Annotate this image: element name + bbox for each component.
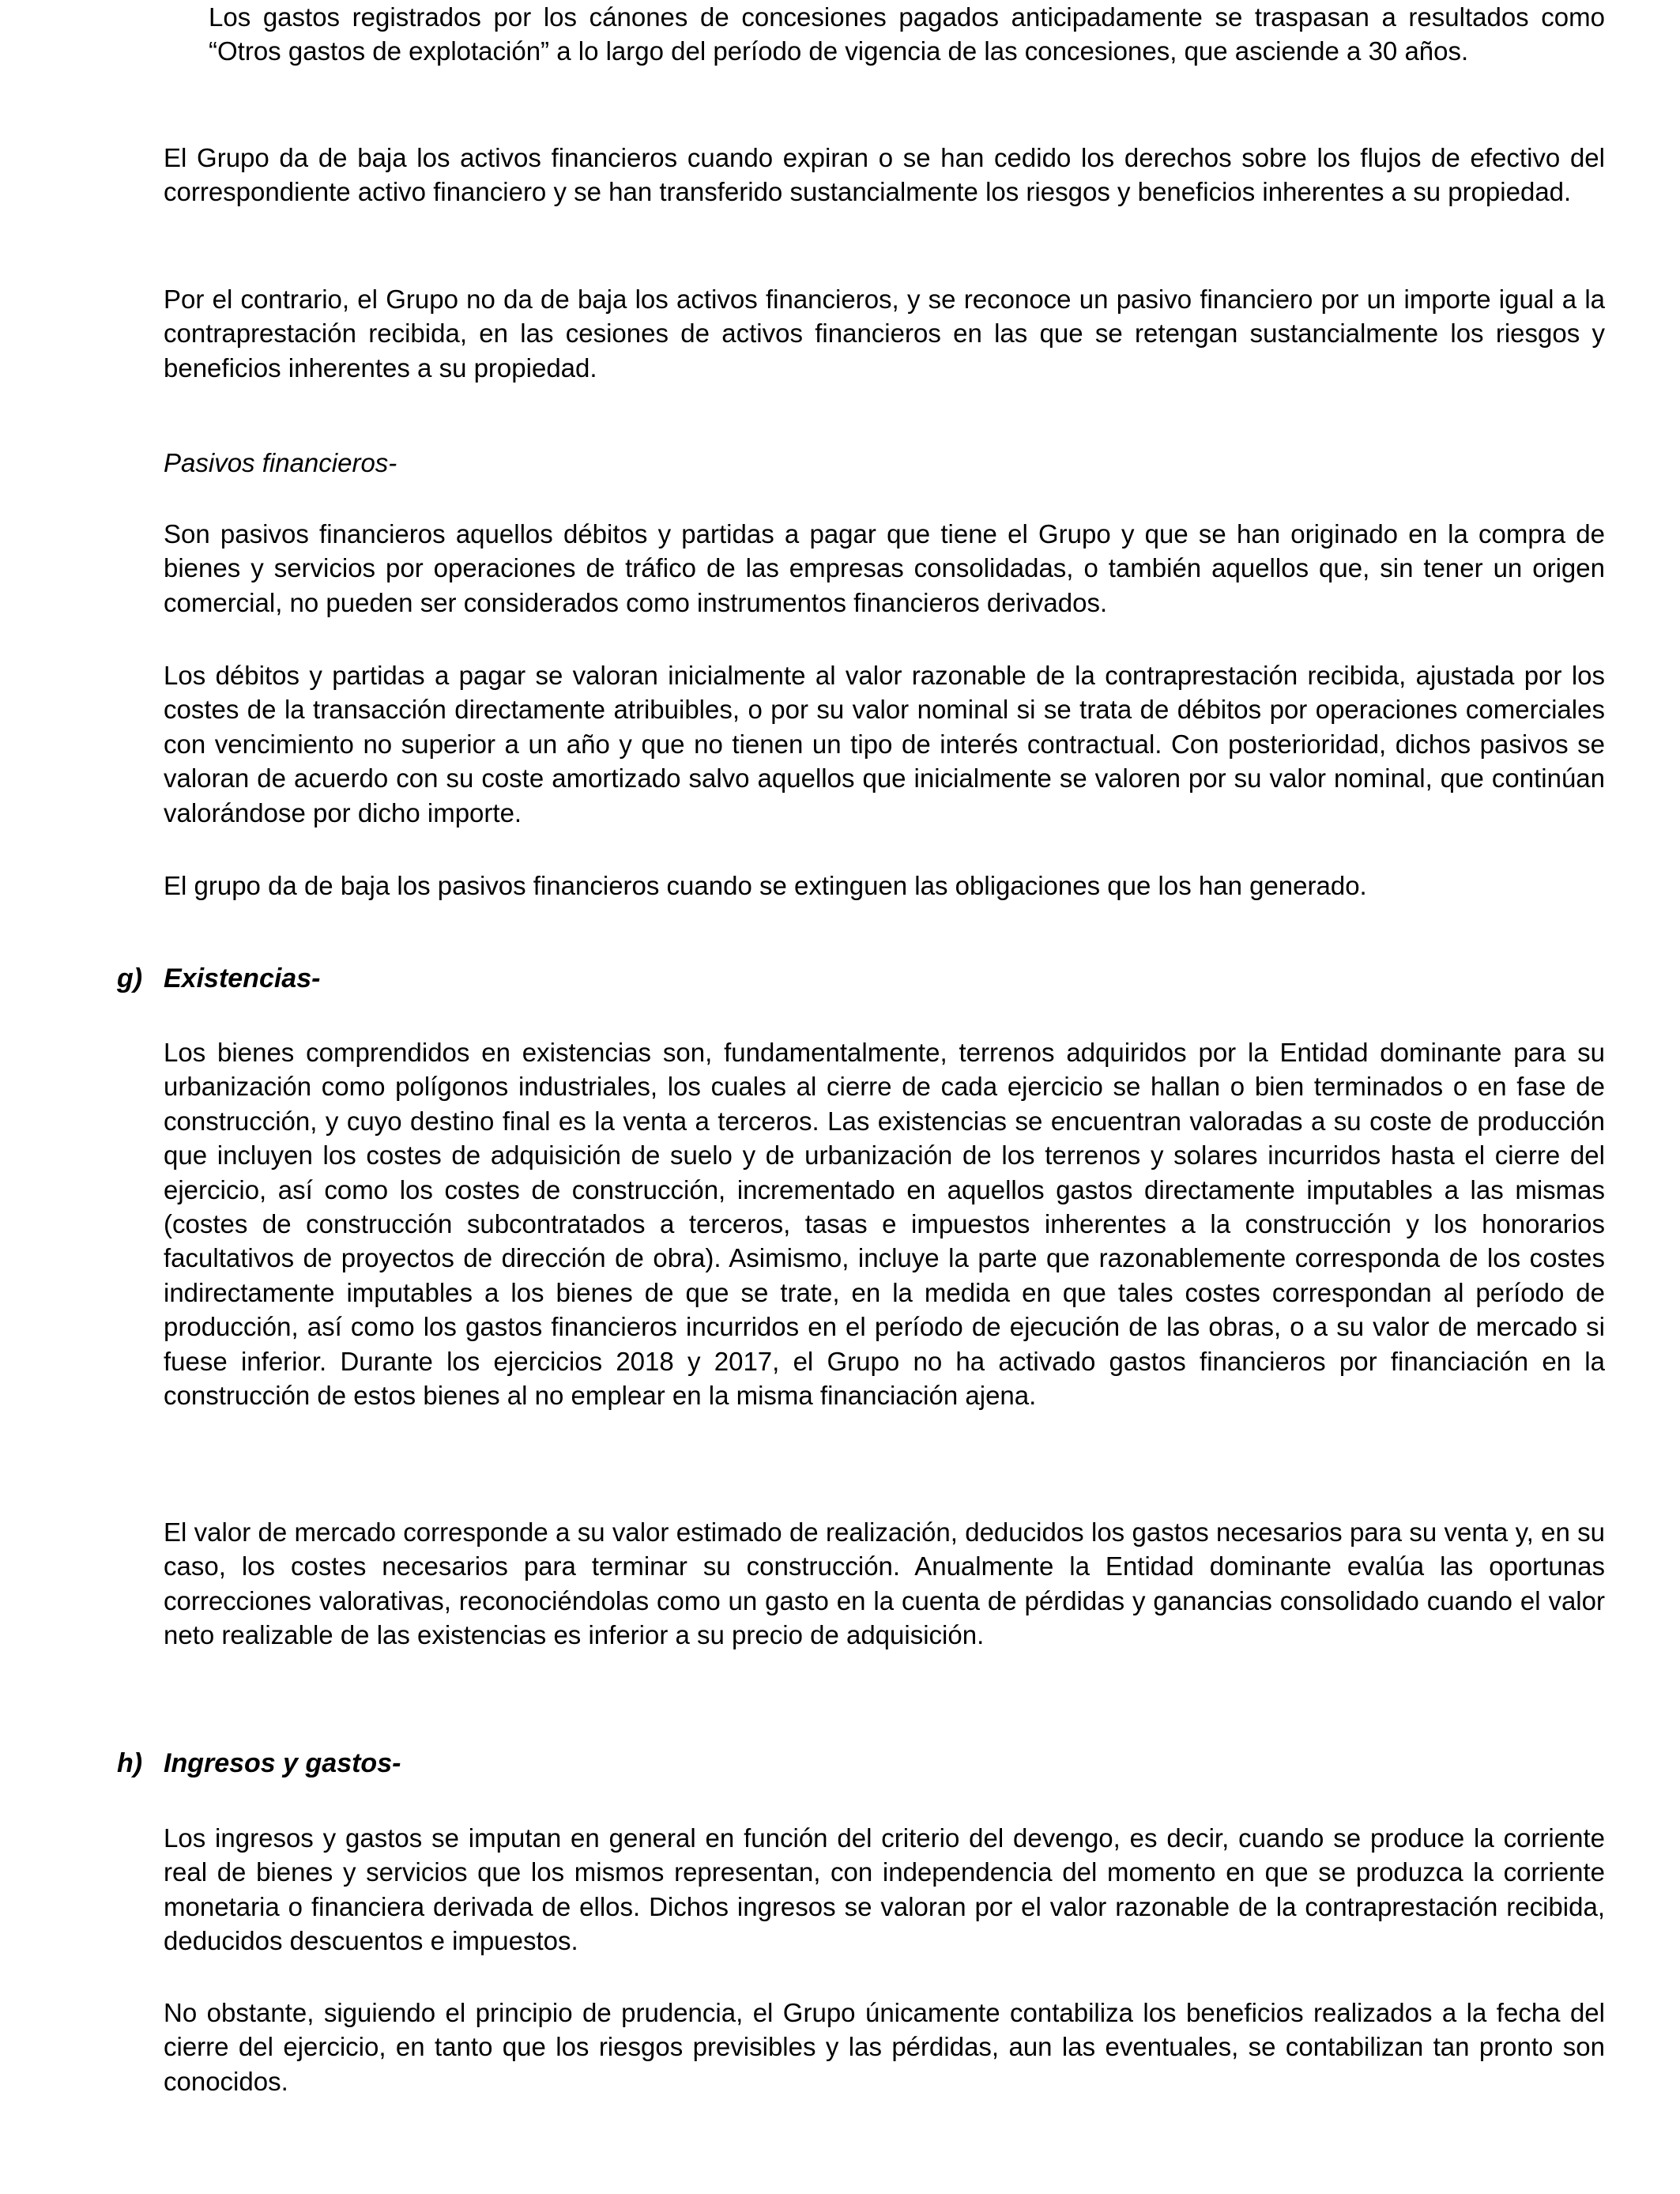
paragraph-canones-concesiones: Los gastos registrados por los cánones de concesiones pagados anticipadamente se traspasan a resultados como “Otros gastos de explotación” a lo largo del período de vigencia de las concesiones, que asciende a 30 años. bbox=[209, 2, 1605, 66]
paragraph-imputacion-ingresos: Los ingresos y gastos se imputan en general en función del criterio del devengo, es decir, cuando se produce la corriente real de bienes y servicios que los mismos representan, con independencia del momento en que se produzca la corriente monetaria o financiera derivada de ellos. Dichos ingresos se valoran por el valor razonable de la contraprestación recibida, deducidos descuentos e impuestos. bbox=[164, 1823, 1605, 1956]
paragraph-existencias-descripcion: Los bienes comprendidos en existencias son, fundamentalmente, terrenos adquiridos por la Entidad dominante para su urbanización como polígonos industriales, los cuales al cierre de cada ejercicio se hallan o bien terminados o en fase de construcción, y cuyo destino final es la venta a terceros. Las existencias se encuentran valoradas a su coste de producción que incluyen los costes de adquisición de suelo y de urbanización de los terrenos y solares incurridos hasta el cierre del ejercicio, así como los costes de construcción, incrementado en aquellos gastos directamente imputables a las mismas (costes de construcción subcontratados a terceros, tasas e impuestos inherentes a la construcción y los honorarios facultativos de proyectos de dirección de obra). Asimismo, incluye la parte que razonablemente corresponda de los costes indirectamente imputables a los bienes de que se trate, en la medida en que tales costes correspondan al período de producción, así como los gastos financieros incurridos en el período de ejecución de las obras, o a su valor de mercado si fuese inferior. Durante los ejercicios 2018 y 2017, el Grupo no ha activado gastos financieros por financiación en la construcción de estos bienes al no emplear en la misma financiación ajena. bbox=[164, 1038, 1605, 1411]
section-title-existencias: Existencias- bbox=[164, 963, 321, 993]
paragraph-no-baja-activos: Por el contrario, el Grupo no da de baja los activos financieros, y se reconoce un pasivo financiero por un importe igual a la contraprestación recibida, en las cesiones de activos financieros en las que se retengan sustancialmente los riesgos y beneficios inherentes a su propiedad. bbox=[164, 285, 1605, 383]
section-heading-existencias bbox=[117, 962, 320, 996]
section-letter-g: g) bbox=[117, 963, 143, 993]
paragraph-definicion-pasivos: Son pasivos financieros aquellos débitos y partidas a pagar que tiene el Grupo y que se han originado en la compra de bienes y servicios por operaciones de tráfico de las empresas consolidadas, o también aquellos que, sin tener un origen comercial, no pueden ser considerados como instrumentos financieros derivados. bbox=[164, 519, 1605, 617]
paragraph-baja-pasivos: El grupo da de baja los pasivos financieros cuando se extinguen las obligaciones que los han generado. bbox=[164, 871, 1367, 900]
section-title-ingresos-gastos: Ingresos y gastos- bbox=[164, 1748, 401, 1778]
paragraph-valoracion-debitos: Los débitos y partidas a pagar se valoran inicialmente al valor razonable de la contraprestación recibida, ajustada por los costes de la transacción directamente atribuibles, o por su valor nominal si se trata de débitos por operaciones comerciales con vencimiento no superior a un año y que no tienen un tipo de interés contractual. Con posterioridad, dichos pasivos se valoran de acuerdo con su coste amortizado salvo aquellos que inicialmente se valoren por su valor nominal, que continúan valorándose por dicho importe. bbox=[164, 661, 1605, 827]
paragraph-baja-activos-financieros: El Grupo da de baja los activos financieros cuando expiran o se han cedido los derechos sobre los flujos de efectivo del correspondiente activo financiero y se han transferido sustancialmente los riesgos y beneficios inherentes a su propiedad. bbox=[164, 143, 1605, 207]
paragraph-principio-prudencia: No obstante, siguiendo el principio de prudencia, el Grupo únicamente contabiliza los beneficios realizados a la fecha del cierre del ejercicio, en tanto que los riesgos previsibles y las pérdidas, aun las eventuales, se contabilizan tan pronto son conocidos. bbox=[164, 1998, 1605, 2096]
subheading-pasivos-financieros: Pasivos financieros- bbox=[164, 448, 397, 477]
section-letter-h: h) bbox=[117, 1748, 143, 1778]
section-heading-ingresos-gastos bbox=[117, 1747, 401, 1781]
paragraph-valor-mercado: El valor de mercado corresponde a su valor estimado de realización, deducidos los gastos necesarios para su venta y, en su caso, los costes necesarios para terminar su construcción. Anualmente la Entidad dominante evalúa las oportunas correcciones valorativas, reconociéndolas como un gasto en la cuenta de pérdidas y ganancias consolidado cuando el valor neto realizable de las existencias es inferior a su precio de adquisición. bbox=[164, 1517, 1605, 1650]
